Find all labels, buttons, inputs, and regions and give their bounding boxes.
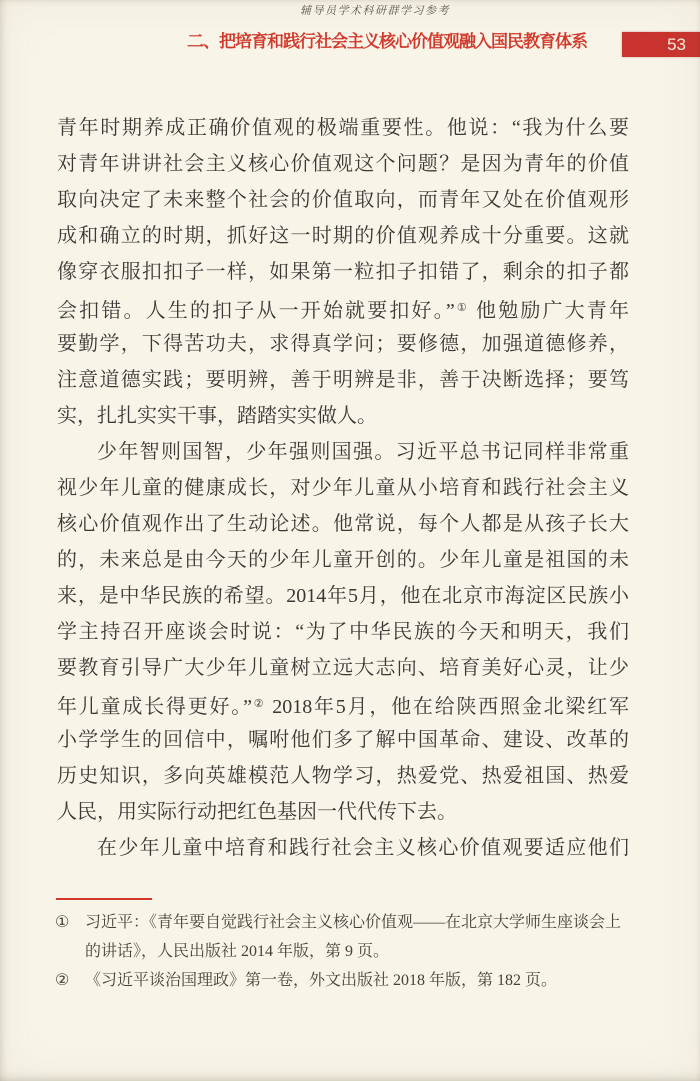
- page-number: 53: [667, 35, 686, 54]
- body-line: 视少年儿童的健康成长，对少年儿童从小培育和践行社会主义: [57, 477, 629, 499]
- footnotes: [55, 898, 632, 995]
- body-line: 核心价值观作出了生动论述。他常说，每个人都是从孩子长大: [57, 513, 629, 535]
- body-line: 在少年儿童中培育和践行社会主义核心价值观要适应他们: [97, 837, 629, 859]
- body-text: [57, 110, 629, 866]
- footnote-item: [55, 908, 632, 966]
- body-line: 像穿衣服扣扣子一样，如果第一粒扣子扣错了，剩余的扣子都: [57, 261, 629, 283]
- body-line: 小学学生的回信中，嘱咐他们多了解中国革命、建设、改革的: [57, 729, 629, 751]
- body-line: 年儿童成长得更好。”② 2018年5月，他在给陕西照金北梁红军: [57, 696, 629, 718]
- body-line: 要教育引导广大少年儿童树立远大志向、培育美好心灵，让少: [57, 657, 629, 679]
- footnote-line: 的讲话》，人民出版社 2014 年版，第 9 页。: [85, 943, 390, 960]
- page-header-note: 辅导员学术科研群学习参考: [300, 5, 450, 17]
- footnote-text: [85, 966, 632, 995]
- footnote-line: 《习近平谈治国理政》第一卷，外文出版社 2018 年版，第 182 页。: [85, 972, 558, 989]
- body-line: 的，未来总是由今天的少年儿童开创的。少年儿童是祖国的未: [57, 549, 629, 571]
- page-number-badge: [622, 32, 700, 57]
- body-line: 少年智则国智，少年强则国强。习近平总书记同样非常重: [97, 441, 629, 463]
- body-line: 对青年讲讲社会主义核心价值观这个问题？是因为青年的价值: [57, 153, 629, 175]
- body-line: 实，扎扎实实干事，踏踏实实做人。: [57, 405, 377, 427]
- body-line: 要勤学，下得苦功夫，求得真学问；要修德，加强道德修养，: [57, 333, 629, 355]
- body-line: 青年时期养成正确价值观的极端重要性。他说：“我为什么要: [57, 117, 629, 139]
- body-line: 人民，用实际行动把红色基因一代代传下去。: [57, 801, 457, 823]
- body-line: 历史知识，多向英雄模范人物学习，热爱党、热爱祖国、热爱: [57, 765, 629, 787]
- body-line: 取向决定了未来整个社会的价值取向，而青年又处在价值观形: [57, 189, 629, 211]
- body-line: 来，是中华民族的希望。2014年5月，他在北京市海淀区民族小: [57, 585, 629, 607]
- footnote-marker: ①: [55, 914, 70, 931]
- chapter-title: 二、把培育和践行社会主义核心价值观融入国民教育体系: [187, 32, 587, 51]
- footnote-divider: [56, 898, 152, 900]
- body-line: 会扣错。人生的扣子从一开始就要扣好。”① 他勉励广大青年: [57, 300, 629, 322]
- footnote-line: 习近平：《青年要自觉践行社会主义核心价值观——在北京大学师生座谈会上: [85, 914, 622, 931]
- body-line: 注意道德实践；要明辨，善于明辨是非，善于决断选择；要笃: [57, 369, 629, 391]
- body-line: 成和确立的时期，抓好这一时期的价值观养成十分重要。这就: [57, 225, 629, 247]
- footnote-item: [55, 966, 632, 995]
- footnote-marker: ②: [55, 972, 70, 989]
- footnote-text: [85, 908, 632, 966]
- body-line: 学主持召开座谈会时说：“为了中华民族的今天和明天，我们: [57, 621, 629, 643]
